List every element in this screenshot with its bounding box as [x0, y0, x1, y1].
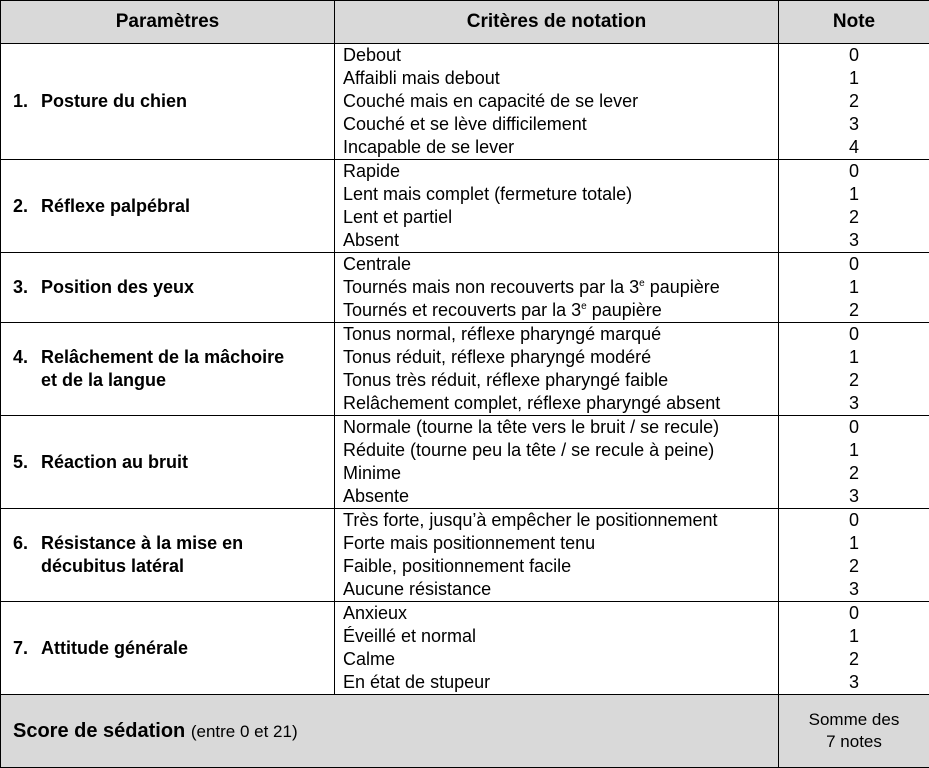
parameter-name-cont: décubitus latéral [13, 555, 334, 578]
criterion-text: Tonus très réduit, réflexe pharyngé faible [343, 370, 668, 390]
note-value: 3 [779, 485, 929, 508]
criterion-text: Relâchement complet, réflexe pharyngé absent [343, 393, 720, 413]
header-row [1, 1, 929, 44]
note-value: 3 [779, 578, 929, 601]
criterion-line [343, 392, 778, 415]
score-label: Score de sédation [13, 720, 185, 742]
parameter-name: Résistance à la mise en [41, 533, 243, 553]
note-value: 2 [779, 299, 929, 322]
parameter-cell [1, 602, 335, 695]
note-value: 1 [779, 183, 929, 206]
criterion-line [343, 323, 778, 346]
parameter-number: 6. [13, 532, 41, 555]
parameter-cell [1, 416, 335, 509]
criterion-text: Tonus réduit, réflexe pharyngé modéré [343, 347, 651, 367]
parameter-cell [1, 323, 335, 416]
parameter-number: 2. [13, 195, 41, 218]
criterion-text: Couché et se lève difficilement [343, 114, 587, 134]
parameter-name: Attitude générale [41, 638, 188, 658]
note-value: 1 [779, 532, 929, 555]
note-value: 1 [779, 346, 929, 369]
notes-cell [779, 253, 929, 323]
criterion-text: Faible, positionnement facile [343, 556, 571, 576]
criterion-superscript: e [639, 278, 645, 289]
criteria-cell [335, 416, 779, 509]
criteria-cell [335, 253, 779, 323]
table-row [1, 160, 929, 253]
criteria-cell [335, 323, 779, 416]
criterion-line [343, 160, 778, 183]
note-value: 0 [779, 253, 929, 276]
score-range: (entre 0 et 21) [191, 722, 298, 741]
sum-line-2: 7 notes [779, 731, 929, 753]
table-row [1, 253, 929, 323]
criterion-text: Tournés et recouverts par la 3 [343, 300, 581, 320]
note-value: 1 [779, 439, 929, 462]
criterion-text: Absent [343, 230, 399, 250]
criterion-line [343, 509, 778, 532]
note-value: 3 [779, 229, 929, 252]
criterion-text: Couché mais en capacité de se lever [343, 91, 638, 111]
note-value: 1 [779, 276, 929, 299]
note-value: 3 [779, 671, 929, 694]
table-row [1, 602, 929, 695]
criterion-text: Lent et partiel [343, 207, 452, 227]
note-value: 4 [779, 136, 929, 159]
criteria-cell [335, 160, 779, 253]
note-value: 2 [779, 206, 929, 229]
note-value: 0 [779, 323, 929, 346]
criterion-text: Lent mais complet (fermeture totale) [343, 184, 632, 204]
criterion-text: Calme [343, 649, 395, 669]
criterion-line [343, 183, 778, 206]
criterion-line [343, 648, 778, 671]
footer-sum-cell [779, 695, 929, 768]
criterion-line [343, 253, 778, 276]
criterion-line [343, 299, 778, 322]
table-body [1, 44, 929, 695]
criterion-line [343, 602, 778, 625]
criterion-text: En état de stupeur [343, 672, 490, 692]
parameter-number: 7. [13, 637, 41, 660]
table-row [1, 323, 929, 416]
criterion-text: Normale (tourne la tête vers le bruit / se recule) [343, 417, 719, 437]
parameter-cell [1, 253, 335, 323]
criterion-line [343, 276, 778, 299]
table-row [1, 44, 929, 160]
criterion-text: Tonus normal, réflexe pharyngé marqué [343, 324, 661, 344]
notes-cell [779, 44, 929, 160]
parameter-name: Position des yeux [41, 277, 194, 297]
footer-row [1, 695, 929, 768]
criteria-cell [335, 602, 779, 695]
header-parametres: Paramètres [1, 1, 335, 44]
criterion-line [343, 485, 778, 508]
criterion-line [343, 532, 778, 555]
note-value: 0 [779, 44, 929, 67]
table-row [1, 509, 929, 602]
sum-line-1: Somme des [779, 709, 929, 731]
note-value: 0 [779, 602, 929, 625]
criterion-text: Anxieux [343, 603, 407, 623]
parameter-name: Réaction au bruit [41, 452, 188, 472]
criterion-text: Incapable de se lever [343, 137, 514, 157]
note-value: 2 [779, 648, 929, 671]
criterion-line [343, 90, 778, 113]
criterion-text: Affaibli mais debout [343, 68, 500, 88]
criterion-line [343, 346, 778, 369]
criterion-text: Forte mais positionnement tenu [343, 533, 595, 553]
header-note: Note [779, 1, 929, 44]
header-criteres: Critères de notation [335, 1, 779, 44]
criterion-line [343, 625, 778, 648]
note-value: 0 [779, 416, 929, 439]
criterion-line [343, 229, 778, 252]
criterion-text: Aucune résistance [343, 579, 491, 599]
criterion-text: Minime [343, 463, 401, 483]
criterion-text: Absente [343, 486, 409, 506]
parameter-cell [1, 160, 335, 253]
criterion-line [343, 206, 778, 229]
parameter-number: 5. [13, 451, 41, 474]
criterion-text: Tournés mais non recouverts par la 3 [343, 277, 639, 297]
criterion-text: Centrale [343, 254, 411, 274]
table-row [1, 416, 929, 509]
notes-cell [779, 160, 929, 253]
criterion-text: Rapide [343, 161, 400, 181]
criterion-line [343, 113, 778, 136]
criterion-text-tail: paupière [645, 277, 720, 297]
parameter-number: 4. [13, 346, 41, 369]
note-value: 2 [779, 555, 929, 578]
parameter-name: Réflexe palpébral [41, 196, 190, 216]
note-value: 2 [779, 462, 929, 485]
parameter-name: Posture du chien [41, 91, 187, 111]
parameter-number: 1. [13, 90, 41, 113]
criterion-line [343, 462, 778, 485]
criterion-line [343, 439, 778, 462]
footer-label-cell [1, 695, 779, 768]
note-value: 2 [779, 369, 929, 392]
notes-cell [779, 323, 929, 416]
notes-cell [779, 509, 929, 602]
criteria-cell [335, 509, 779, 602]
parameter-name: Relâchement de la mâchoire [41, 347, 284, 367]
criteria-cell [335, 44, 779, 160]
criterion-superscript: e [581, 301, 587, 312]
criterion-line [343, 67, 778, 90]
criterion-text: Éveillé et normal [343, 626, 476, 646]
criterion-line [343, 369, 778, 392]
criterion-line [343, 416, 778, 439]
criterion-line [343, 44, 778, 67]
note-value: 0 [779, 509, 929, 532]
criterion-line [343, 671, 778, 694]
note-value: 1 [779, 625, 929, 648]
criterion-text: Très forte, jusqu’à empêcher le positionnement [343, 510, 718, 530]
parameter-cell [1, 44, 335, 160]
criterion-line [343, 136, 778, 159]
parameter-name-cont: et de la langue [13, 369, 334, 392]
notes-cell [779, 602, 929, 695]
criterion-line [343, 578, 778, 601]
parameter-cell [1, 509, 335, 602]
criterion-text: Debout [343, 45, 401, 65]
note-value: 1 [779, 67, 929, 90]
parameter-number: 3. [13, 276, 41, 299]
criterion-text: Réduite (tourne peu la tête / se recule à peine) [343, 440, 714, 460]
note-value: 2 [779, 90, 929, 113]
note-value: 0 [779, 160, 929, 183]
criterion-line [343, 555, 778, 578]
note-value: 3 [779, 113, 929, 136]
criterion-text-tail: paupière [587, 300, 662, 320]
note-value: 3 [779, 392, 929, 415]
notes-cell [779, 416, 929, 509]
